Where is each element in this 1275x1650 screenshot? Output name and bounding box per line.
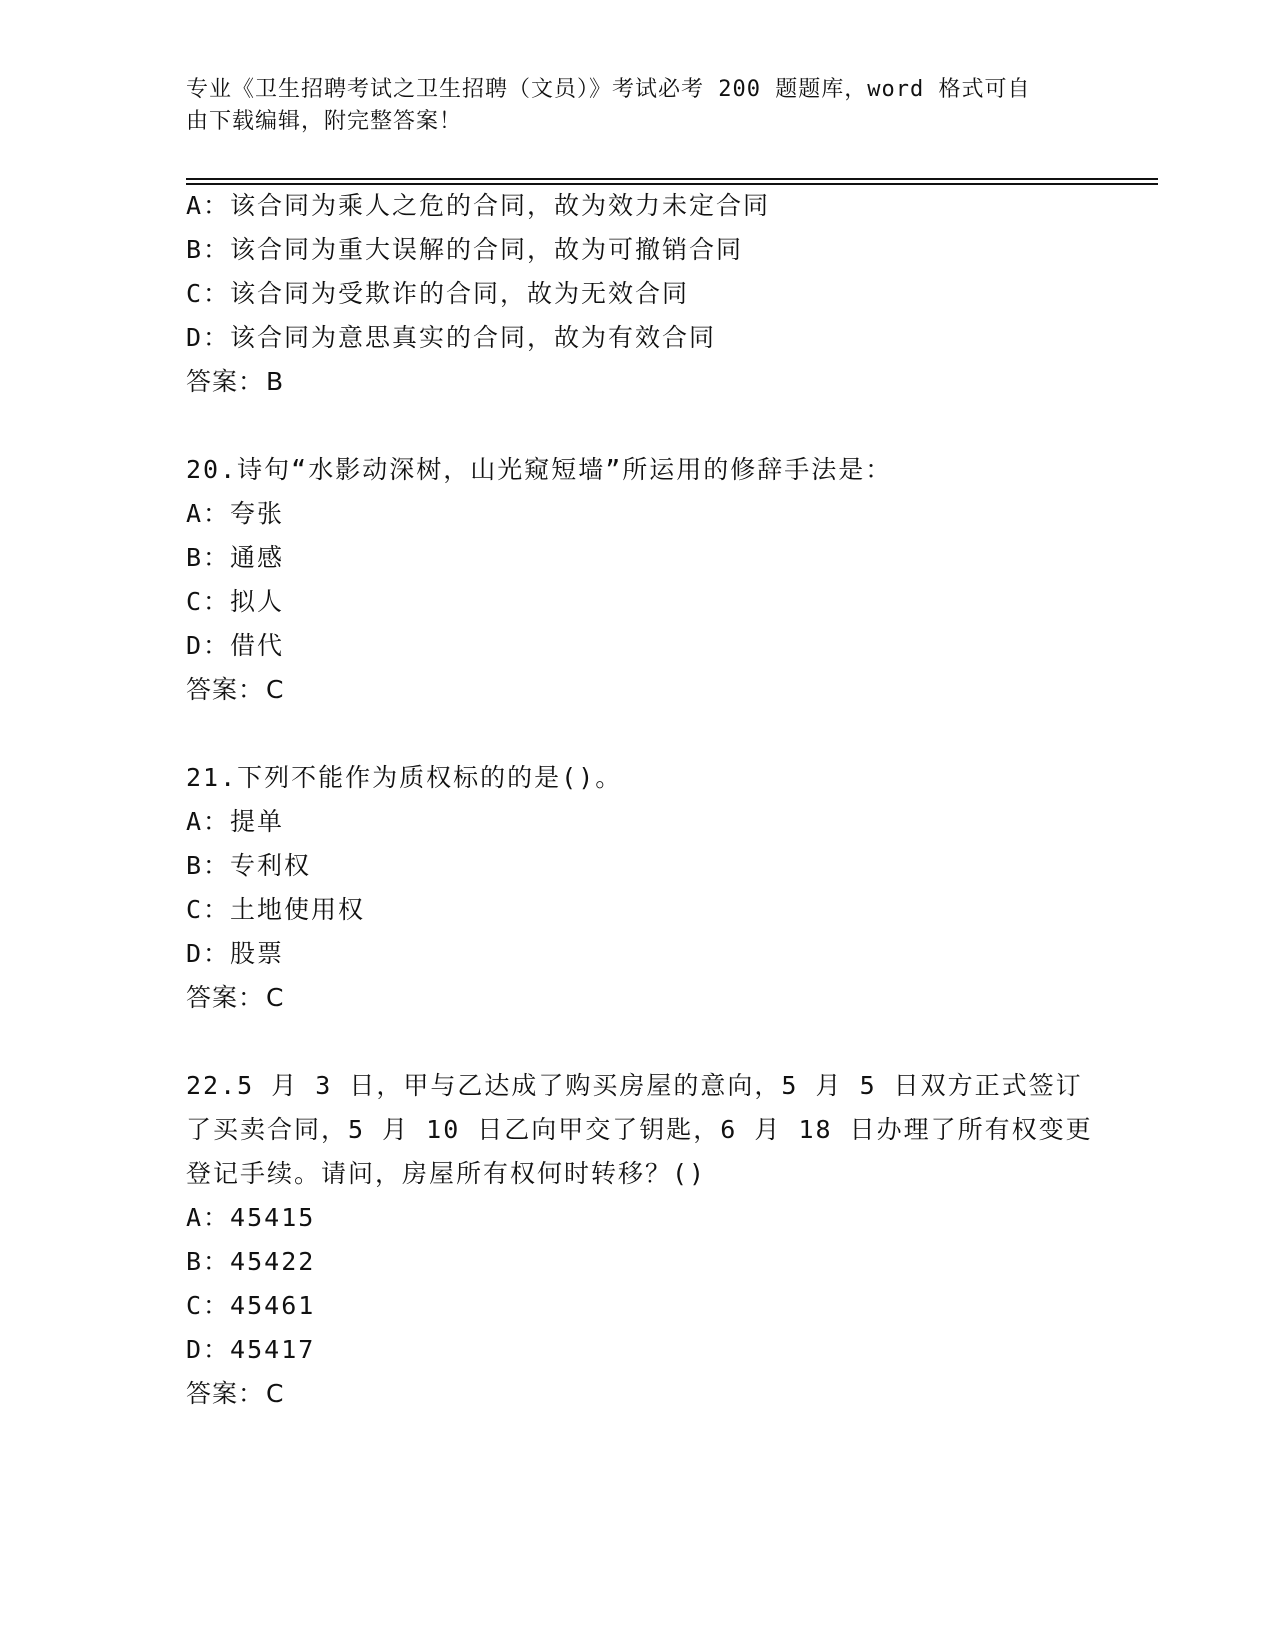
q20-stem: 20.诗句“水影动深树，山光窥短墙”所运用的修辞手法是：	[186, 455, 893, 484]
q22-option-c: C：45461	[186, 1291, 316, 1320]
q21-option-b: B：专利权	[186, 851, 312, 880]
answer-value: B	[266, 367, 285, 396]
answer-value: C	[266, 1379, 285, 1408]
q21-option-a: A：提单	[186, 807, 285, 836]
q21-option-d: D：股票	[186, 939, 285, 968]
q19-option-c: C：该合同为受欺诈的合同，故为无效合同	[186, 279, 690, 308]
answer-label: 答案：	[186, 367, 265, 396]
q21-option-c: C：土地使用权	[186, 895, 366, 924]
answer-value: C	[266, 675, 285, 704]
q19-answer	[186, 366, 284, 398]
q20-answer	[186, 674, 284, 706]
document-header	[186, 74, 1066, 138]
answer-value: C	[266, 983, 285, 1012]
q22-option-d: D：45417	[186, 1335, 316, 1364]
header-line-1: 专业《卫生招聘考试之卫生招聘（文员）》考试必考 200 题题库，word 格式可自	[186, 77, 1031, 102]
answer-label: 答案：	[186, 983, 265, 1012]
q19-option-b: B：该合同为重大误解的合同，故为可撤销合同	[186, 235, 744, 264]
q22-stem-line-3: 登记手续。请问，房屋所有权何时转移？()	[186, 1159, 707, 1188]
q22-stem-line-2: 了买卖合同，5 月 10 日乙向甲交了钥匙，6 月 18 日办理了所有权变更	[186, 1115, 1093, 1144]
q22-answer	[186, 1378, 284, 1410]
answer-label: 答案：	[186, 675, 265, 704]
q22-option-a: A：45415	[186, 1203, 316, 1232]
header-divider-top	[186, 178, 1158, 180]
header-divider-bottom	[186, 183, 1158, 185]
q22-stem-line-1: 22.5 月 3 日，甲与乙达成了购买房屋的意向，5 月 5 日双方正式签订	[186, 1071, 1083, 1100]
answer-label: 答案：	[186, 1379, 265, 1408]
q20-option-a: A：夸张	[186, 499, 285, 528]
q22-option-b: B：45422	[186, 1247, 316, 1276]
q20-option-b: B：通感	[186, 543, 285, 572]
q21-stem: 21.下列不能作为质权标的的是()。	[186, 763, 623, 792]
q20-option-c: C：拟人	[186, 587, 285, 616]
q19-option-d: D：该合同为意思真实的合同，故为有效合同	[186, 323, 717, 352]
q20-option-d: D：借代	[186, 631, 285, 660]
header-line-2: 由下载编辑，附完整答案！	[186, 109, 463, 134]
q19-option-a: A：该合同为乘人之危的合同，故为效力未定合同	[186, 191, 771, 220]
q21-answer	[186, 982, 284, 1014]
